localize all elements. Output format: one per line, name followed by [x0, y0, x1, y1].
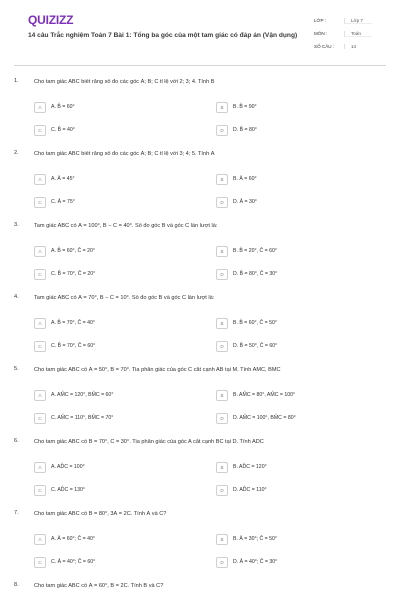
answer-option-b[interactable]	[216, 317, 364, 329]
option-letter-box[interactable]: A	[34, 318, 46, 329]
option-letter-box[interactable]: D	[216, 413, 228, 424]
option-letter-box[interactable]: A	[34, 102, 46, 113]
question-item	[14, 78, 386, 150]
option-letter-box[interactable]: A	[34, 246, 46, 257]
answer-option-d[interactable]	[216, 484, 364, 496]
option-text: D. AD̂C = 110°	[233, 487, 267, 493]
question-item	[14, 366, 386, 438]
answer-option-c[interactable]	[34, 196, 182, 208]
answer-option-d[interactable]	[216, 124, 364, 136]
worksheet-title: 14 câu Trắc nghiệm Toán 7 Bài 1: Tổng ba góc của một tam giác có đáp án (Vận dụng)	[28, 32, 298, 39]
question-text: Cho tam giác ABC có B̂ = 70°, Ĉ = 30°. Tia phân giác của góc A cắt cạnh BC tại D. Tính AD̂C	[34, 439, 264, 445]
worksheet-meta-table	[314, 14, 372, 53]
question-number: 6.	[14, 438, 19, 444]
answer-option-b[interactable]	[216, 533, 364, 545]
option-text: D. B̂ = 50°, Ĉ = 60°	[233, 343, 278, 349]
option-text: B. AD̂C = 120°	[233, 464, 267, 470]
question-item	[14, 510, 386, 582]
question-text: Tam giác ABC có Â = 100°, B̂ − Ĉ = 40°. Số đo góc B và góc C lần lượt là:	[34, 223, 218, 229]
option-text: B. Â = 30°; Ĉ = 50°	[233, 536, 277, 542]
option-letter-box[interactable]: D	[216, 557, 228, 568]
question-item	[14, 222, 386, 294]
answer-option-a[interactable]	[34, 533, 182, 545]
answer-option-c[interactable]	[34, 340, 182, 352]
answer-option-b[interactable]	[216, 101, 364, 113]
option-letter-box[interactable]: D	[216, 485, 228, 496]
option-letter-box[interactable]: B	[216, 102, 228, 113]
option-text: C. Â = 75°	[51, 199, 75, 205]
question-item	[14, 438, 386, 510]
answer-option-a[interactable]	[34, 101, 182, 113]
question-number: 3.	[14, 222, 19, 228]
option-letter-box[interactable]: C	[34, 413, 46, 424]
answer-option-a[interactable]	[34, 245, 182, 257]
option-letter-box[interactable]: A	[34, 534, 46, 545]
answer-option-a[interactable]	[34, 317, 182, 329]
answer-option-b[interactable]	[216, 173, 364, 185]
answer-option-d[interactable]	[216, 268, 364, 280]
meta-label: SỐ CÂU :	[314, 44, 335, 49]
answer-option-c[interactable]	[34, 124, 182, 136]
option-text: A. AD̂C = 100°	[51, 464, 85, 470]
answer-option-d[interactable]	[216, 412, 364, 424]
answer-option-d[interactable]	[216, 340, 364, 352]
meta-label: LỚP :	[314, 18, 327, 23]
answer-option-b[interactable]	[216, 245, 364, 257]
option-letter-box[interactable]: B	[216, 534, 228, 545]
option-text: D. AM̂C = 100°, BM̂C = 80°	[233, 415, 296, 421]
meta-value: Toán	[344, 31, 372, 37]
option-letter-box[interactable]: B	[216, 246, 228, 257]
answer-option-d[interactable]	[216, 196, 364, 208]
option-text: B. B̂ = 20°, Ĉ = 60°	[233, 248, 277, 254]
question-text: Tam giác ABC có Â = 70°, B̂ − Ĉ = 10°. Số đo góc B và góc C lần lượt là:	[34, 295, 215, 301]
option-text: B. B̂ = 60°, Ĉ = 50°	[233, 320, 277, 326]
option-text: A. AM̂C = 120°, BM̂C = 60°	[51, 392, 114, 398]
option-letter-box[interactable]: B	[216, 462, 228, 473]
question-item	[14, 294, 386, 366]
answer-option-c[interactable]	[34, 412, 182, 424]
option-letter-box[interactable]: C	[34, 341, 46, 352]
option-letter-box[interactable]: B	[216, 318, 228, 329]
meta-value: Lớp 7	[344, 18, 372, 24]
question-text: Cho tam giác ABC có Â = 60°, B̂ = 2Ĉ. Tính B̂ và Ĉ?	[34, 583, 164, 589]
meta-row-class	[314, 14, 372, 27]
option-letter-box[interactable]: C	[34, 125, 46, 136]
option-text: D. B̂ = 80°	[233, 127, 257, 133]
answer-option-c[interactable]	[34, 484, 182, 496]
option-text: A. B̂ = 70°, Ĉ = 40°	[51, 320, 95, 326]
option-letter-box[interactable]: C	[34, 485, 46, 496]
question-item	[14, 582, 386, 600]
option-text: A. Â = 60°; Ĉ = 40°	[51, 536, 95, 542]
option-text: B. Â = 60°	[233, 176, 257, 182]
option-letter-box[interactable]: D	[216, 197, 228, 208]
meta-row-subject	[314, 27, 372, 40]
question-number: 5.	[14, 366, 19, 372]
answer-option-d[interactable]	[216, 556, 364, 568]
question-number: 4.	[14, 294, 19, 300]
question-number: 7.	[14, 510, 19, 516]
question-text: Cho tam giác ABC có B̂ = 80°, 3Â = 2Ĉ. Tính Â và Ĉ?	[34, 511, 167, 517]
answer-option-a[interactable]	[34, 461, 182, 473]
option-letter-box[interactable]: D	[216, 125, 228, 136]
option-letter-box[interactable]: C	[34, 269, 46, 280]
option-letter-box[interactable]: A	[34, 462, 46, 473]
option-letter-box[interactable]: D	[216, 269, 228, 280]
question-text: Cho tam giác ABC biết rằng số đo các góc Â; B̂; Ĉ tỉ lệ với 2; 3; 4. Tính B̂	[34, 79, 215, 85]
meta-label: MÔN :	[314, 31, 328, 36]
question-number: 1.	[14, 78, 19, 84]
option-letter-box[interactable]: C	[34, 557, 46, 568]
option-text: C. AM̂C = 110°, BM̂C = 70°	[51, 415, 114, 421]
question-text: Cho tam giác ABC biết rằng số đo các góc Â; B̂; Ĉ tỉ lệ với 3; 4; 5. Tính Â	[34, 151, 215, 157]
option-text: C. B̂ = 40°	[51, 127, 75, 133]
option-text: A. Â = 45°	[51, 176, 75, 182]
option-text: C. AD̂C = 130°	[51, 487, 85, 493]
option-text: B. AM̂C = 80°, AM̂C = 100°	[233, 392, 296, 398]
answer-option-a[interactable]	[34, 173, 182, 185]
question-number: 2.	[14, 150, 19, 156]
option-letter-box[interactable]: B	[216, 174, 228, 185]
option-text: A. B̂ = 60°	[51, 104, 75, 110]
quizizz-logo[interactable]: QUIZIZZ	[28, 13, 74, 27]
option-text: C. B̂ = 70°, Ĉ = 60°	[51, 343, 96, 349]
question-list	[14, 78, 386, 600]
option-text: C. B̂ = 70°, Ĉ = 20°	[51, 271, 96, 277]
option-text: D. Â = 40°; Ĉ = 30°	[233, 559, 278, 565]
question-number: 8.	[14, 582, 19, 588]
option-letter-box[interactable]: A	[34, 390, 46, 401]
option-letter-box[interactable]: A	[34, 174, 46, 185]
answer-option-c[interactable]	[34, 556, 182, 568]
option-letter-box[interactable]: C	[34, 197, 46, 208]
answer-option-a[interactable]	[34, 389, 182, 401]
option-text: B. B̂ = 90°	[233, 104, 257, 110]
answer-option-b[interactable]	[216, 389, 364, 401]
meta-row-question-count	[314, 40, 372, 53]
answer-option-c[interactable]	[34, 268, 182, 280]
option-text: D. B̂ = 80°, Ĉ = 30°	[233, 271, 278, 277]
answer-option-b[interactable]	[216, 461, 364, 473]
option-letter-box[interactable]: D	[216, 341, 228, 352]
option-text: C. Â = 40°; Ĉ = 60°	[51, 559, 96, 565]
option-letter-box[interactable]: B	[216, 390, 228, 401]
question-item	[14, 150, 386, 222]
worksheet-header	[14, 0, 386, 66]
question-text: Cho tam giác ABC có Â = 50°, B̂ = 70°. Tia phân giác của góc C cắt cạnh AB tại M. Tính AM̂C, BM̂C	[34, 367, 281, 373]
option-text: D. Â = 30°	[233, 199, 257, 205]
meta-value: 14	[344, 44, 372, 49]
option-text: A. B̂ = 60°, Ĉ = 20°	[51, 248, 95, 254]
